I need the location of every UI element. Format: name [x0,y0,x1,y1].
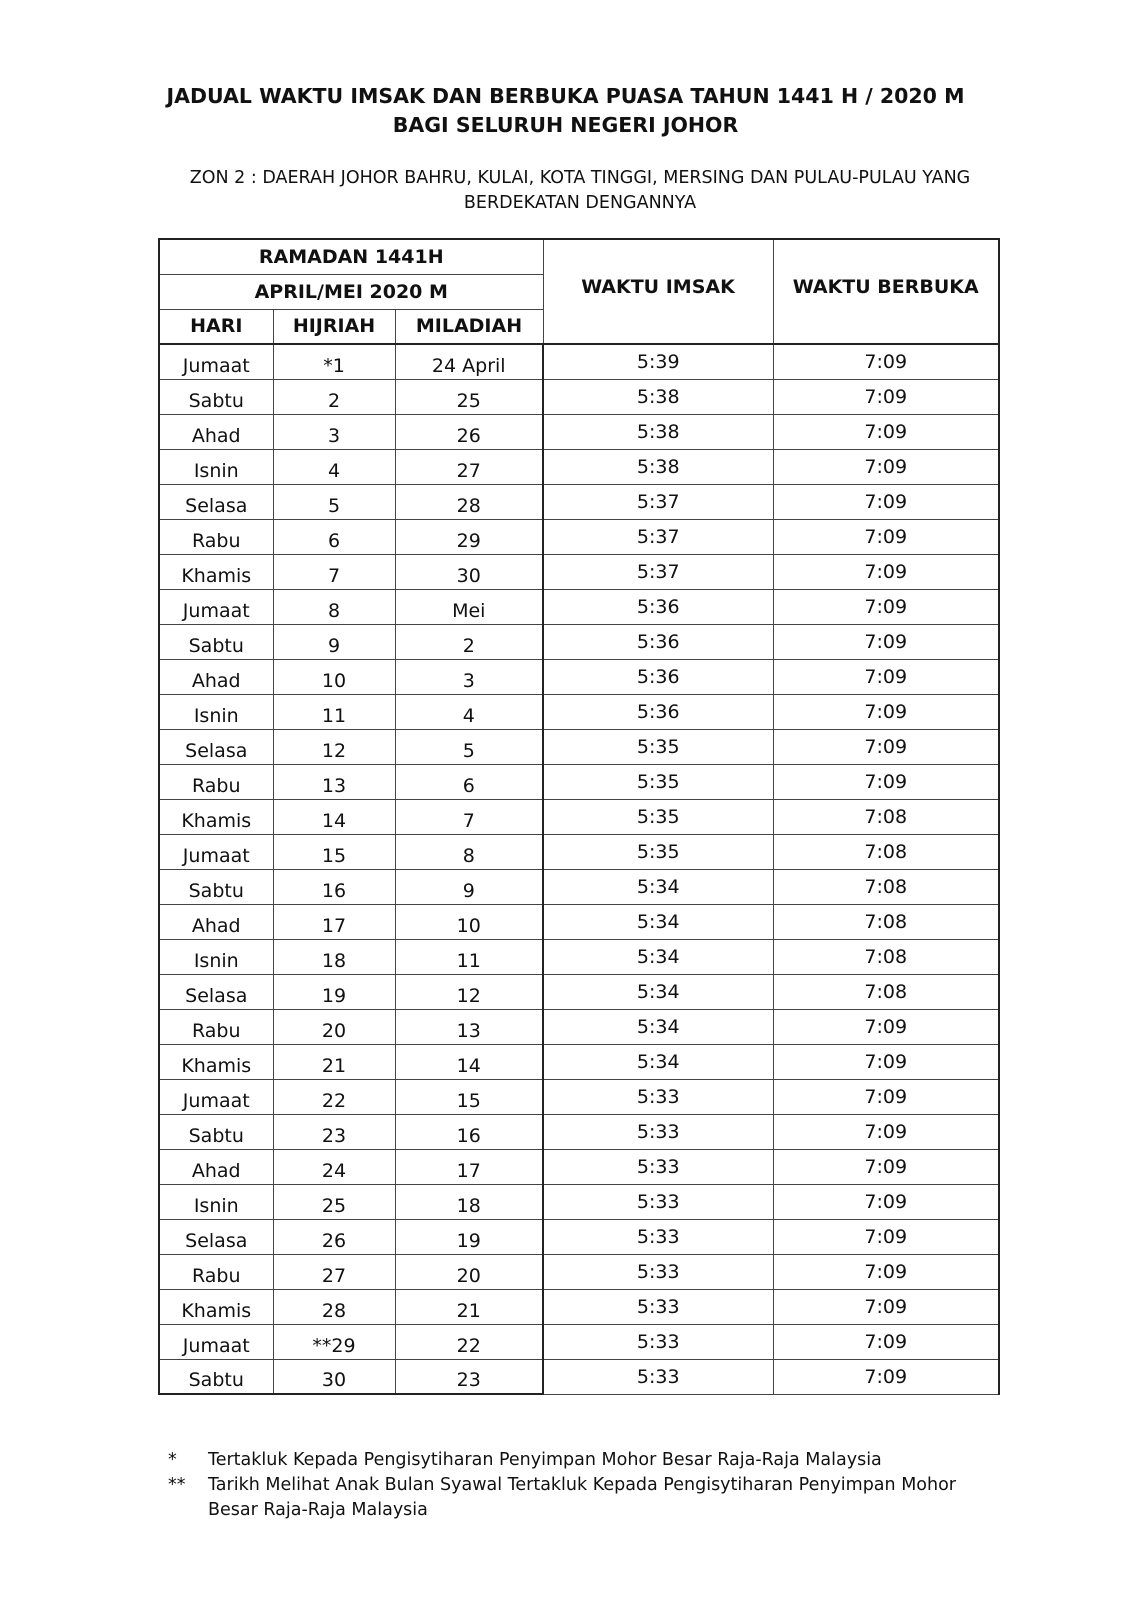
table-row [159,904,999,939]
cell-waktu-berbuka: 7:09 [773,449,999,484]
cell-miladiah: 17 [395,1149,543,1184]
table-row [159,624,999,659]
cell-miladiah: 8 [395,834,543,869]
cell-hari: Khamis [159,1289,273,1324]
table-row [159,1219,999,1254]
table-row [159,589,999,624]
cell-waktu-berbuka: 7:09 [773,1254,999,1289]
header-hari: HARI [159,309,273,344]
cell-waktu-berbuka: 7:09 [773,1289,999,1324]
cell-waktu-berbuka: 7:09 [773,1324,999,1359]
table-row [159,1114,999,1149]
table-row [159,414,999,449]
cell-miladiah: 16 [395,1114,543,1149]
table-row [159,1184,999,1219]
cell-waktu-berbuka: 7:09 [773,1114,999,1149]
cell-hari: Isnin [159,694,273,729]
cell-miladiah: 11 [395,939,543,974]
cell-waktu-berbuka: 7:08 [773,799,999,834]
cell-hari: Sabtu [159,1359,273,1394]
cell-miladiah: 3 [395,659,543,694]
header-ramadan: RAMADAN 1441H [159,239,543,274]
cell-waktu-imsak: 5:38 [543,449,773,484]
cell-waktu-imsak: 5:35 [543,729,773,764]
cell-hijriah: 6 [273,519,395,554]
cell-waktu-imsak: 5:35 [543,799,773,834]
cell-waktu-imsak: 5:33 [543,1149,773,1184]
cell-hari: Rabu [159,764,273,799]
table-row [159,449,999,484]
cell-hijriah: 30 [273,1359,395,1394]
cell-hari: Ahad [159,1149,273,1184]
cell-miladiah: 23 [395,1359,543,1394]
cell-waktu-berbuka: 7:08 [773,974,999,1009]
cell-waktu-imsak: 5:33 [543,1254,773,1289]
cell-hijriah: 11 [273,694,395,729]
table-row [159,1324,999,1359]
cell-hari: Ahad [159,414,273,449]
cell-miladiah: 28 [395,484,543,519]
cell-waktu-imsak: 5:33 [543,1184,773,1219]
cell-waktu-berbuka: 7:08 [773,869,999,904]
cell-hari: Rabu [159,519,273,554]
footnote-2 [168,1473,968,1523]
header-waktu-imsak: WAKTU IMSAK [543,239,773,344]
cell-hari: Jumaat [159,1079,273,1114]
cell-miladiah: 29 [395,519,543,554]
cell-waktu-berbuka: 7:09 [773,1184,999,1219]
table-row [159,764,999,799]
cell-hijriah: 14 [273,799,395,834]
cell-hari: Jumaat [159,589,273,624]
cell-waktu-berbuka: 7:09 [773,589,999,624]
cell-waktu-imsak: 5:33 [543,1324,773,1359]
cell-waktu-berbuka: 7:09 [773,659,999,694]
cell-waktu-imsak: 5:34 [543,939,773,974]
cell-waktu-imsak: 5:36 [543,624,773,659]
cell-hari: Ahad [159,659,273,694]
cell-waktu-imsak: 5:33 [543,1359,773,1394]
cell-hari: Selasa [159,1219,273,1254]
cell-hijriah: 23 [273,1114,395,1149]
cell-waktu-berbuka: 7:08 [773,939,999,974]
cell-hari: Selasa [159,729,273,764]
cell-waktu-berbuka: 7:09 [773,1359,999,1394]
cell-miladiah: 24 April [395,344,543,379]
footnote-marker: * [168,1450,177,1470]
document-subtitle: BAGI SELURUH NEGERI JOHOR [392,113,739,137]
cell-waktu-berbuka: 7:09 [773,1219,999,1254]
cell-miladiah: 26 [395,414,543,449]
cell-waktu-berbuka: 7:08 [773,904,999,939]
cell-waktu-imsak: 5:33 [543,1219,773,1254]
cell-waktu-berbuka: 7:09 [773,624,999,659]
cell-hijriah: 24 [273,1149,395,1184]
cell-hari: Khamis [159,554,273,589]
cell-waktu-berbuka: 7:09 [773,1009,999,1044]
cell-hari: Rabu [159,1254,273,1289]
footnote-1 [168,1448,968,1473]
cell-waktu-imsak: 5:34 [543,869,773,904]
cell-waktu-berbuka: 7:09 [773,764,999,799]
cell-hijriah: 21 [273,1044,395,1079]
cell-hari: Jumaat [159,344,273,379]
cell-hari: Rabu [159,1009,273,1044]
cell-waktu-imsak: 5:34 [543,1009,773,1044]
cell-hijriah: 7 [273,554,395,589]
table-row [159,1079,999,1114]
cell-hijriah: 8 [273,589,395,624]
cell-waktu-berbuka: 7:09 [773,414,999,449]
cell-waktu-imsak: 5:33 [543,1289,773,1324]
cell-hijriah: 25 [273,1184,395,1219]
table-row [159,939,999,974]
cell-waktu-imsak: 5:36 [543,659,773,694]
cell-miladiah: 4 [395,694,543,729]
cell-waktu-berbuka: 7:09 [773,1149,999,1184]
table-row [159,484,999,519]
table-row [159,799,999,834]
cell-waktu-imsak: 5:35 [543,764,773,799]
footnotes [168,1448,968,1523]
cell-miladiah: 21 [395,1289,543,1324]
cell-hijriah: 4 [273,449,395,484]
cell-hijriah: *1 [273,344,395,379]
cell-waktu-imsak: 5:35 [543,834,773,869]
cell-waktu-berbuka: 7:09 [773,484,999,519]
cell-hijriah: 3 [273,414,395,449]
cell-hijriah: 17 [273,904,395,939]
header-waktu-berbuka: WAKTU BERBUKA [773,239,999,344]
cell-hari: Jumaat [159,834,273,869]
header-month: APRIL/MEI 2020 M [159,274,543,309]
document-title: JADUAL WAKTU IMSAK DAN BERBUKA PUASA TAHUN 1441 H / 2020 M [166,84,965,108]
cell-waktu-imsak: 5:38 [543,379,773,414]
cell-waktu-berbuka: 7:09 [773,519,999,554]
zone-description: ZON 2 : DAERAH JOHOR BAHRU, KULAI, KOTA TINGGI, MERSING DAN PULAU-PULAU YANG BERDEKATAN DENGANNYA [189,168,971,213]
cell-miladiah: 9 [395,869,543,904]
cell-hari: Sabtu [159,1114,273,1149]
table-row [159,554,999,589]
table-row [159,659,999,694]
cell-hijriah: 26 [273,1219,395,1254]
cell-hijriah: 10 [273,659,395,694]
cell-miladiah: 25 [395,379,543,414]
cell-waktu-imsak: 5:37 [543,484,773,519]
cell-hari: Sabtu [159,869,273,904]
cell-miladiah: 12 [395,974,543,1009]
cell-hijriah: 5 [273,484,395,519]
table-row [159,729,999,764]
cell-hari: Jumaat [159,1324,273,1359]
cell-waktu-imsak: 5:37 [543,554,773,589]
cell-waktu-berbuka: 7:09 [773,344,999,379]
cell-hijriah: **29 [273,1324,395,1359]
table-row [159,519,999,554]
table-row [159,1254,999,1289]
cell-miladiah: 27 [395,449,543,484]
table-row [159,344,999,379]
cell-waktu-berbuka: 7:09 [773,729,999,764]
table-row [159,834,999,869]
cell-hari: Ahad [159,904,273,939]
table-row [159,1359,999,1394]
cell-miladiah: 6 [395,764,543,799]
cell-hijriah: 18 [273,939,395,974]
cell-waktu-imsak: 5:39 [543,344,773,379]
cell-hijriah: 9 [273,624,395,659]
cell-miladiah: 2 [395,624,543,659]
table-row [159,1149,999,1184]
cell-waktu-imsak: 5:33 [543,1079,773,1114]
cell-waktu-imsak: 5:34 [543,904,773,939]
cell-hari: Isnin [159,449,273,484]
cell-miladiah: 15 [395,1079,543,1114]
cell-waktu-imsak: 5:36 [543,694,773,729]
cell-miladiah: Mei [395,589,543,624]
cell-waktu-berbuka: 7:09 [773,554,999,589]
cell-miladiah: 20 [395,1254,543,1289]
table-body [159,344,999,1394]
table-row [159,1009,999,1044]
cell-miladiah: 18 [395,1184,543,1219]
table-row [159,1044,999,1079]
cell-miladiah: 7 [395,799,543,834]
cell-hijriah: 15 [273,834,395,869]
footnote-text: Tarikh Melihat Anak Bulan Syawal Tertakluk Kepada Pengisytiharan Penyimpan Mohor Besar Raja-Raja Malaysia [208,1475,956,1520]
cell-miladiah: 22 [395,1324,543,1359]
cell-waktu-imsak: 5:34 [543,974,773,1009]
header-hijriah: HIJRIAH [273,309,395,344]
table-row [159,694,999,729]
cell-hari: Isnin [159,1184,273,1219]
cell-waktu-imsak: 5:34 [543,1044,773,1079]
cell-waktu-berbuka: 7:09 [773,1079,999,1114]
cell-waktu-imsak: 5:37 [543,519,773,554]
cell-hijriah: 12 [273,729,395,764]
cell-hari: Selasa [159,484,273,519]
cell-hijriah: 28 [273,1289,395,1324]
cell-hijriah: 22 [273,1079,395,1114]
cell-hari: Isnin [159,939,273,974]
cell-waktu-berbuka: 7:09 [773,694,999,729]
cell-hari: Sabtu [159,624,273,659]
cell-hijriah: 2 [273,379,395,414]
cell-hijriah: 20 [273,1009,395,1044]
cell-waktu-berbuka: 7:09 [773,1044,999,1079]
cell-hijriah: 16 [273,869,395,904]
cell-miladiah: 10 [395,904,543,939]
cell-miladiah: 14 [395,1044,543,1079]
cell-miladiah: 5 [395,729,543,764]
cell-waktu-imsak: 5:38 [543,414,773,449]
footnote-text: Tertakluk Kepada Pengisytiharan Penyimpan Mohor Besar Raja-Raja Malaysia [208,1450,882,1470]
cell-hari: Khamis [159,1044,273,1079]
cell-waktu-imsak: 5:36 [543,589,773,624]
cell-miladiah: 30 [395,554,543,589]
cell-waktu-berbuka: 7:09 [773,379,999,414]
footnote-marker: ** [168,1475,186,1495]
cell-hari: Selasa [159,974,273,1009]
table-row [159,379,999,414]
cell-waktu-imsak: 5:33 [543,1114,773,1149]
cell-hijriah: 13 [273,764,395,799]
cell-waktu-berbuka: 7:08 [773,834,999,869]
schedule-table [158,238,1000,1395]
cell-hari: Sabtu [159,379,273,414]
header-miladiah: MILADIAH [395,309,543,344]
table-row [159,869,999,904]
table-row [159,1289,999,1324]
cell-hari: Khamis [159,799,273,834]
cell-hijriah: 19 [273,974,395,1009]
cell-miladiah: 19 [395,1219,543,1254]
cell-miladiah: 13 [395,1009,543,1044]
cell-hijriah: 27 [273,1254,395,1289]
table-row [159,974,999,1009]
